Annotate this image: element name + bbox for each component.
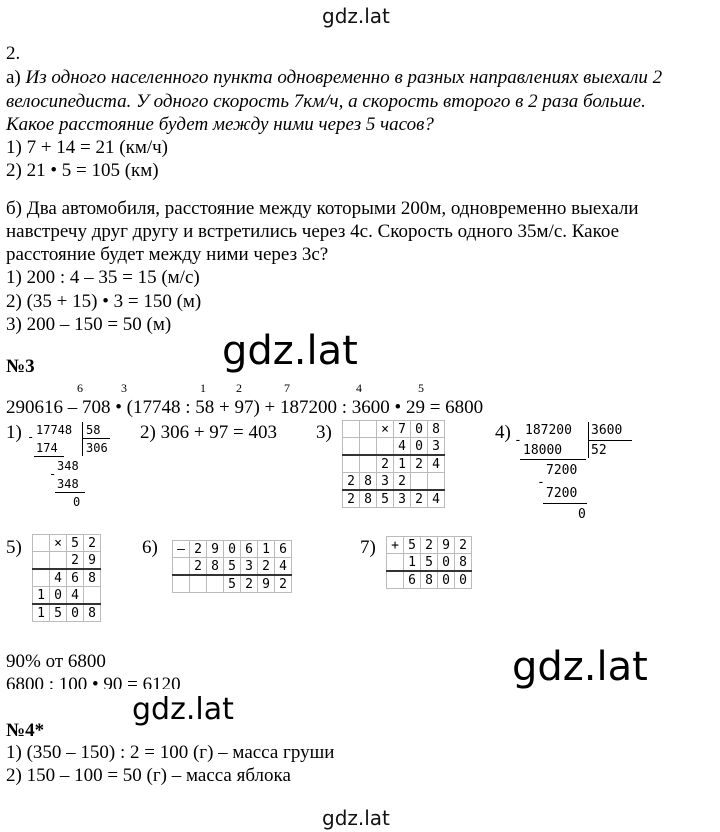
task2b-step1: 1) 200 : 4 – 35 = 15 (м/с) — [6, 267, 200, 288]
grid-cell: 0 — [411, 438, 428, 456]
pct-line2: 6800 : 100 • 90 = 6120 — [6, 674, 181, 689]
grid-cell: 9 — [258, 575, 275, 593]
grid-cell: 4 — [67, 587, 84, 605]
grid-cell — [387, 554, 404, 572]
grid-cell: 2 — [343, 490, 360, 508]
grid-cell: 9 — [207, 541, 224, 558]
grid-cell: 5 — [421, 554, 438, 572]
watermark-mid1: gdz.lat — [222, 328, 358, 374]
pct-line1: 90% от 6800 — [6, 651, 106, 672]
task2b-line2: навстречу друг другу и встретились через 4с. Скорость одного 35м/с. Какое — [6, 221, 620, 242]
order-2: 2 — [236, 381, 242, 395]
order-5: 5 — [418, 381, 424, 395]
grid-cell — [173, 575, 190, 593]
grid-cell — [33, 569, 50, 587]
grid-cell: 2 — [84, 535, 101, 552]
grid-cell: 8 — [84, 604, 101, 622]
grid-cell: + — [387, 537, 404, 554]
grid-cell: 5 — [404, 537, 421, 554]
grid-cell: 2 — [455, 537, 472, 554]
grid-cell: 8 — [360, 473, 377, 491]
grid-cell: 2 — [411, 490, 428, 508]
grid-cell: 1 — [394, 455, 411, 473]
div1-minus1: - — [27, 430, 35, 444]
grid-cell — [207, 575, 224, 593]
grid-cell: 2 — [394, 473, 411, 491]
add7-grid — [386, 536, 472, 589]
grid-cell: 2 — [67, 552, 84, 570]
div4-rem: 0 — [578, 507, 586, 522]
grid-cell: 9 — [438, 537, 455, 554]
div4-line2 — [543, 503, 587, 504]
sub6-grid — [172, 540, 292, 593]
div1-rem: 0 — [73, 495, 81, 509]
div4-sub1: 18000 — [523, 443, 563, 458]
grid-cell — [360, 438, 377, 456]
grid-cell: 2 — [241, 575, 258, 593]
grid-cell: 1 — [258, 541, 275, 558]
div1-sub1: 174 — [36, 441, 58, 455]
grid-cell: 0 — [67, 604, 84, 622]
mult3-grid — [342, 420, 445, 508]
label-6: 6) — [142, 537, 158, 558]
grid-cell: 0 — [438, 571, 455, 589]
div1-dividend: 17748 — [36, 423, 73, 437]
grid-cell: 4 — [394, 438, 411, 456]
grid-cell: 4 — [50, 569, 67, 587]
mult5-grid — [32, 534, 101, 622]
grid-cell: 6 — [67, 569, 84, 587]
grid-cell — [173, 558, 190, 576]
grid-cell: 4 — [275, 558, 292, 576]
grid-cell: 8 — [421, 571, 438, 589]
grid-cell: 2 — [377, 455, 394, 473]
label-2: 2) 306 + 97 = 403 — [140, 422, 278, 443]
div4-sub2: 7200 — [546, 486, 578, 501]
order-6: 6 — [77, 381, 83, 395]
grid-cell: 1 — [33, 587, 50, 605]
grid-cell: 7 — [394, 421, 411, 438]
grid-cell: 5 — [224, 575, 241, 593]
div4-divisor: 3600 — [591, 423, 623, 438]
label-3: 3) — [316, 422, 332, 443]
grid-cell: 0 — [411, 421, 428, 438]
grid-cell: 2 — [275, 575, 292, 593]
grid-cell: 8 — [207, 558, 224, 576]
grid-cell: 0 — [455, 571, 472, 589]
grid-cell — [428, 473, 445, 491]
grid-cell: 4 — [428, 455, 445, 473]
div4-r1: 7200 — [546, 463, 578, 478]
div4-minus1: - — [514, 433, 522, 448]
grid-cell: 3 — [241, 558, 258, 576]
order-7: 7 — [284, 381, 290, 395]
grid-cell: 6 — [241, 541, 258, 558]
grid-cell: 8 — [455, 554, 472, 572]
div1-minus2: - — [49, 467, 57, 481]
task2a-line3: Какое расстояние будет между ними через 5 часов? — [6, 114, 434, 135]
grid-cell — [411, 473, 428, 491]
task3-title: №3 — [6, 356, 35, 377]
grid-cell: 4 — [428, 490, 445, 508]
task2a-text: Из одного населенного пункта одновременно в разных направлениях выехали 2 — [25, 67, 663, 88]
grid-cell — [33, 535, 50, 552]
grid-cell: 2 — [190, 541, 207, 558]
div1-vline — [82, 422, 83, 456]
order-4: 4 — [356, 381, 362, 395]
task3-expression: 290616 – 708 • (17748 : 58 + 97) + 187200 : 3600 • 29 = 6800 — [6, 397, 484, 418]
div4-minus2: - — [537, 475, 545, 490]
div1-line2 — [55, 492, 85, 493]
grid-cell — [343, 438, 360, 456]
task2a-step2: 2) 21 • 5 = 105 (км) — [6, 160, 159, 181]
div1-r1: 348 — [57, 459, 79, 473]
label-4: 4) — [495, 422, 511, 443]
grid-cell: 2 — [411, 455, 428, 473]
grid-cell: × — [50, 535, 67, 552]
grid-cell: 5 — [67, 535, 84, 552]
task2b-line1: б) Два автомобиля, расстояние между которыми 200м, одновременно выехали — [6, 198, 639, 219]
div1-line1 — [34, 456, 64, 457]
task2a-step1: 1) 7 + 14 = 21 (км/ч) — [6, 137, 169, 158]
grid-cell — [343, 421, 360, 438]
grid-cell: 2 — [421, 537, 438, 554]
grid-cell: 6 — [275, 541, 292, 558]
div4-hline — [588, 440, 632, 441]
div4-dividend: 187200 — [525, 423, 572, 438]
grid-cell: 9 — [84, 552, 101, 570]
grid-cell: 5 — [377, 490, 394, 508]
grid-cell — [343, 455, 360, 473]
grid-cell — [33, 552, 50, 570]
div1-sub2: 348 — [57, 477, 79, 491]
watermark-top: gdz.lat — [322, 4, 390, 28]
div1-hline — [82, 438, 110, 439]
grid-cell: 8 — [428, 421, 445, 438]
task2b-step3: 3) 200 – 150 = 50 (м) — [6, 314, 172, 335]
grid-cell: 2 — [258, 558, 275, 576]
grid-cell — [360, 421, 377, 438]
grid-cell: – — [173, 541, 190, 558]
grid-cell — [84, 587, 101, 605]
watermark-mid3: gdz.lat — [132, 692, 234, 727]
grid-cell: 2 — [343, 473, 360, 491]
div4-quotient: 52 — [591, 443, 607, 458]
grid-cell: 2 — [190, 558, 207, 576]
grid-cell — [387, 571, 404, 589]
grid-cell — [360, 455, 377, 473]
task4-title: №4* — [6, 720, 45, 741]
grid-cell: 6 — [404, 571, 421, 589]
label-7: 7) — [360, 537, 376, 558]
grid-cell — [190, 575, 207, 593]
task4-step2: 2) 150 – 100 = 50 (г) – масса яблока — [6, 765, 291, 786]
grid-cell: 1 — [33, 604, 50, 622]
div1-divisor: 58 — [86, 423, 101, 437]
watermark-bottom: gdz.lat — [322, 806, 390, 830]
order-1: 1 — [200, 381, 206, 395]
grid-cell: 3 — [394, 490, 411, 508]
grid-cell: 0 — [438, 554, 455, 572]
grid-cell: 3 — [377, 473, 394, 491]
task4-step1: 1) (350 – 150) : 2 = 100 (г) – масса груши — [6, 742, 335, 763]
task2a-prefix: а) — [6, 67, 21, 88]
grid-cell: 8 — [84, 569, 101, 587]
order-3: 3 — [121, 381, 127, 395]
grid-cell: 1 — [404, 554, 421, 572]
grid-cell — [50, 552, 67, 570]
task2-number: 2. — [6, 43, 21, 64]
task2a-line2: велосипедиста. У одного скорость 7км/ч, а скорость второго в 2 раза больше. — [6, 91, 646, 112]
task2b-line3: расстояние будет между ними через 3с? — [6, 244, 329, 265]
task2b-step2: 2) (35 + 15) • 3 = 150 (м) — [6, 291, 202, 312]
grid-cell: 0 — [224, 541, 241, 558]
watermark-mid2: gdz.lat — [512, 644, 648, 690]
div4-line1 — [520, 459, 586, 460]
grid-cell: 8 — [360, 490, 377, 508]
grid-cell — [377, 438, 394, 456]
grid-cell: 0 — [50, 587, 67, 605]
div1-quotient: 306 — [86, 441, 108, 455]
label-1: 1) — [6, 422, 22, 443]
grid-cell: × — [377, 421, 394, 438]
label-5: 5) — [6, 537, 22, 558]
task2a-line1 — [6, 66, 662, 90]
grid-cell: 3 — [428, 438, 445, 456]
grid-cell: 5 — [50, 604, 67, 622]
grid-cell: 5 — [224, 558, 241, 576]
